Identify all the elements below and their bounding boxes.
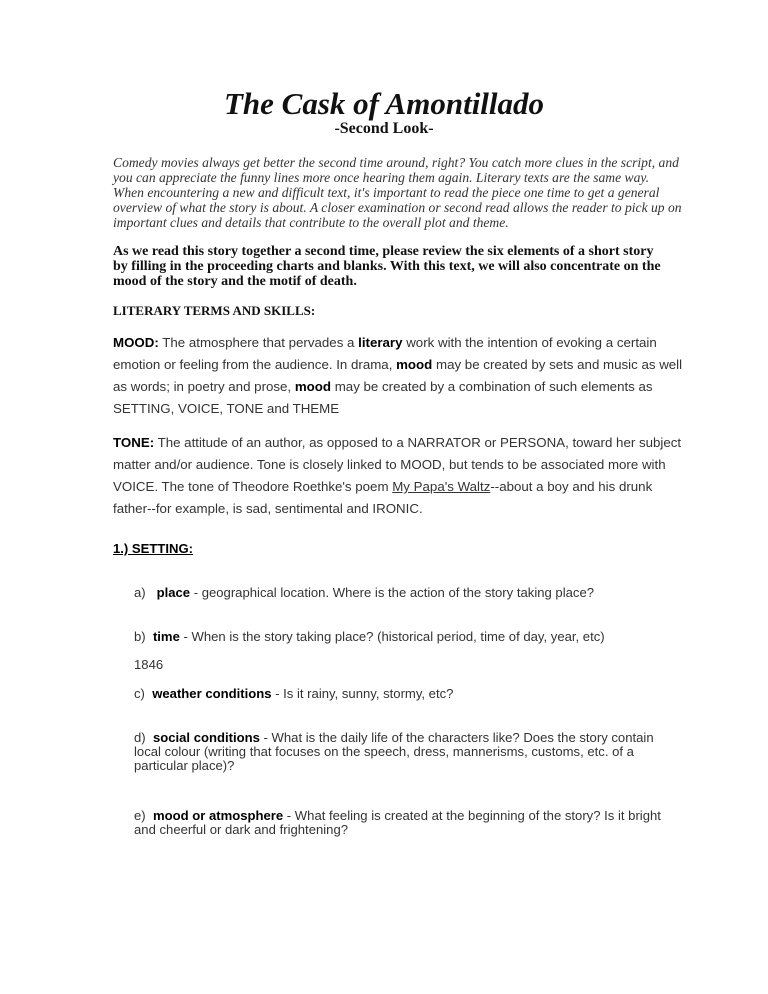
term: weather conditions bbox=[152, 686, 272, 701]
term: social conditions bbox=[152, 730, 260, 745]
text: father--for example, is sad, sentimental and IRONIC. bbox=[113, 501, 423, 516]
tone-label: TONE: bbox=[113, 435, 155, 450]
answer-time: 1846 bbox=[134, 657, 164, 672]
text: matter and/or audience. Tone is closely linked to MOOD, but tends to be associated more with bbox=[113, 457, 666, 472]
text: mood bbox=[396, 357, 433, 372]
text: SETTING, VOICE, TONE and THEME bbox=[113, 401, 340, 416]
intro-line: important clues and details that contribute to the overall plot and theme. bbox=[113, 215, 509, 230]
text: VOICE. The tone of Theodore Roethke's poem bbox=[113, 479, 393, 494]
document-subtitle: -Second Look- bbox=[334, 120, 434, 137]
text: - What feeling is created at the beginning of the story? Is it bright bbox=[283, 808, 661, 823]
document-title: The Cask of Amontillado bbox=[223, 86, 545, 121]
text: emotion or feeling from the audience. In drama, bbox=[113, 357, 397, 372]
term: place bbox=[156, 585, 191, 600]
intro-line: Comedy movies always get better the second time around, right? You catch more clues in the script, and bbox=[113, 155, 679, 170]
text: --about a boy and his drunk bbox=[490, 479, 653, 494]
instruction-line: As we read this story together a second time, please review the six elements of a short story bbox=[113, 244, 654, 259]
intro-line: When encountering a new and difficult text, it's important to read the piece one time to get a general bbox=[113, 185, 660, 200]
setting-heading: 1.) SETTING: bbox=[113, 541, 194, 556]
text: particular place)? bbox=[134, 758, 235, 773]
text: The attitude of an author, as opposed to a NARRATOR or PERSONA, toward her subject bbox=[154, 435, 682, 450]
text: - When is the story taking place? (historical period, time of day, year, etc) bbox=[179, 629, 605, 644]
text: - geographical location. Where is the action of the story taking place? bbox=[190, 585, 595, 600]
intro-line: overview of what the story is about. A closer examination or second read allows the reader to pick up on bbox=[113, 200, 682, 215]
marker: d) bbox=[134, 730, 146, 745]
text: local colour (writing that focuses on the speech, dress, mannerisms, customs, etc. of a bbox=[134, 744, 634, 759]
text: The atmosphere that pervades a bbox=[158, 335, 359, 350]
text: may be created by a combination of such elements as bbox=[331, 379, 653, 394]
instruction-line: by filling in the proceeding charts and blanks. With this text, we will also concentrate on the bbox=[113, 259, 661, 274]
text: work with the intention of evoking a certain bbox=[402, 335, 657, 350]
text: - What is the daily life of the characters like? Does the story contain bbox=[259, 730, 654, 745]
text: mood bbox=[294, 379, 332, 394]
text: literary bbox=[358, 335, 403, 350]
mood-label: MOOD: bbox=[113, 335, 159, 350]
intro-line: you can appreciate the funny lines more once hearing them again. Literary texts are the same way. bbox=[113, 170, 650, 185]
marker: b) bbox=[134, 629, 146, 644]
term: time bbox=[152, 629, 180, 644]
marker: c) bbox=[134, 686, 145, 701]
text: as words; in poetry and prose, bbox=[113, 379, 295, 394]
text: may be created by sets and music as well bbox=[432, 357, 683, 372]
poem-title: My Papa's Waltz bbox=[392, 479, 491, 494]
marker: e) bbox=[134, 808, 146, 823]
instruction-line: mood of the story and the motif of death. bbox=[113, 274, 357, 289]
marker: a) bbox=[134, 585, 146, 600]
text: and cheerful or dark and frightening? bbox=[134, 822, 349, 837]
text: - Is it rainy, sunny, stormy, etc? bbox=[271, 686, 454, 701]
terms-heading: LITERARY TERMS AND SKILLS: bbox=[113, 303, 316, 318]
term: mood or atmosphere bbox=[152, 808, 284, 823]
